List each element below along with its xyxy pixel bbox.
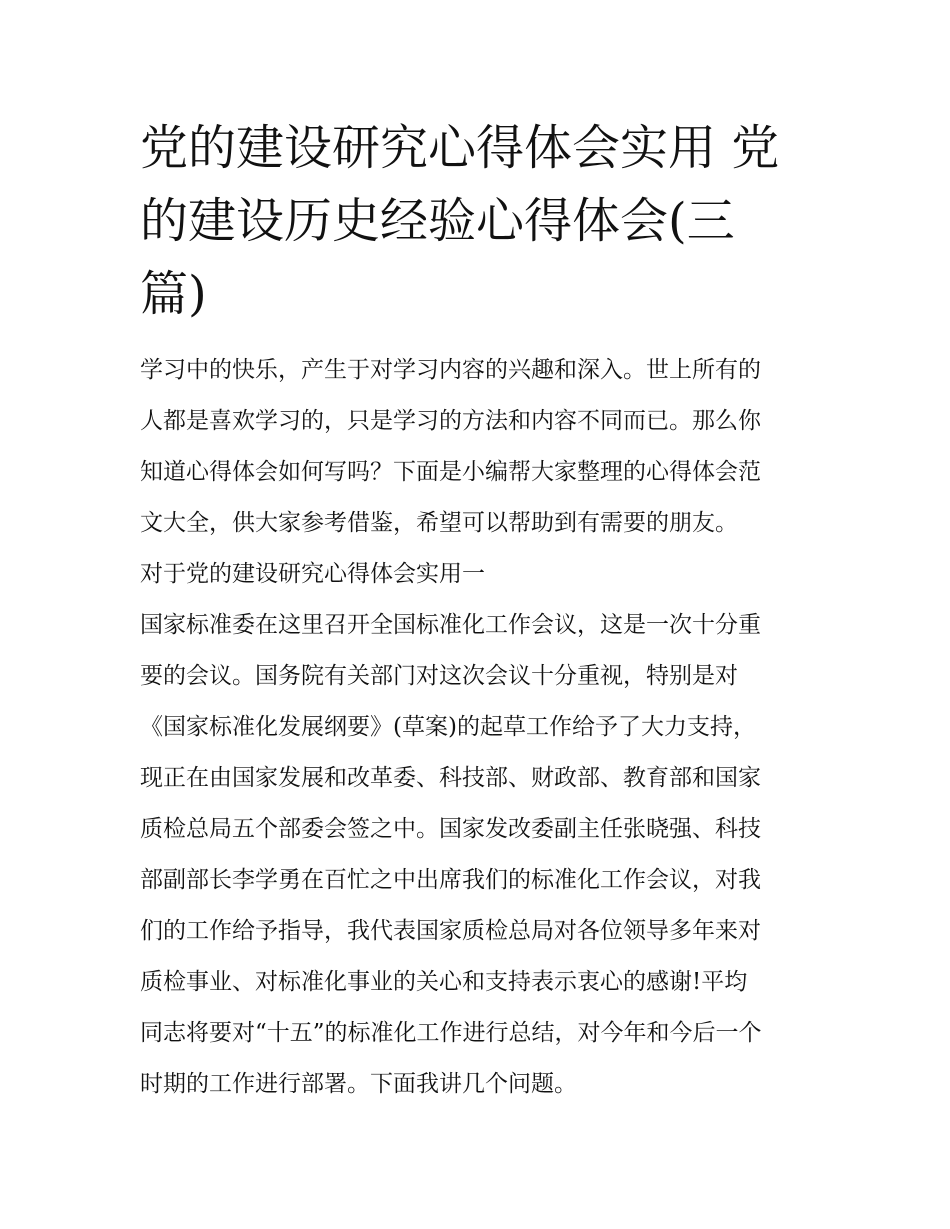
section-heading: 对于党的建设研究心得体会实用一 — [140, 561, 485, 587]
title-line-3: 篇) — [140, 266, 207, 322]
body-line-6: 部副部长李学勇在百忙之中出席我们的标准化工作会议，对我 — [140, 867, 761, 893]
body-line-1: 国家标准委在这里召开全国标准化工作会议，这是一次十分重 — [140, 612, 761, 638]
title-line-1: 党的建设研究心得体会实用 党 — [140, 120, 780, 176]
title-line-2: 的建设历史经验心得体会(三 — [140, 193, 735, 249]
body-line-9: 同志将要对“十五”的标准化工作进行总结，对今年和今后一个 — [140, 1020, 762, 1046]
body-line-4: 现正在由国家发展和改革委、科技部、财政部、教育部和国家 — [140, 765, 761, 791]
body-line-2: 要的会议。国务院有关部门对这次会议十分重视，特别是对 — [140, 663, 738, 689]
intro-line-1: 学习中的快乐，产生于对学习内容的兴趣和深入。世上所有的 — [140, 357, 761, 383]
body-line-8: 质检事业、对标准化事业的关心和支持表示衷心的感谢!平均 — [140, 969, 748, 995]
document-content — [140, 112, 820, 1110]
intro-line-3: 知道心得体会如何写吗？下面是小编帮大家整理的心得体会范 — [140, 459, 761, 485]
document-title — [140, 112, 820, 331]
body-line-5: 质检总局五个部委会签之中。国家发改委副主任张晓强、科技 — [140, 816, 761, 842]
intro-paragraph — [140, 345, 820, 549]
intro-line-4: 文大全，供大家参考借鉴，希望可以帮助到有需要的朋友。 — [140, 510, 738, 536]
body-line-3: 《国家标准化发展纲要》(草案)的起草工作给予了大力支持， — [140, 714, 756, 740]
body-line-10: 时期的工作进行部署。下面我讲几个问题。 — [140, 1071, 577, 1097]
body-line-7: 们的工作给予指导，我代表国家质检总局对各位领导多年来对 — [140, 918, 761, 944]
body-paragraph — [140, 600, 820, 1110]
intro-line-2: 人都是喜欢学习的，只是学习的方法和内容不同而已。那么你 — [140, 408, 761, 434]
